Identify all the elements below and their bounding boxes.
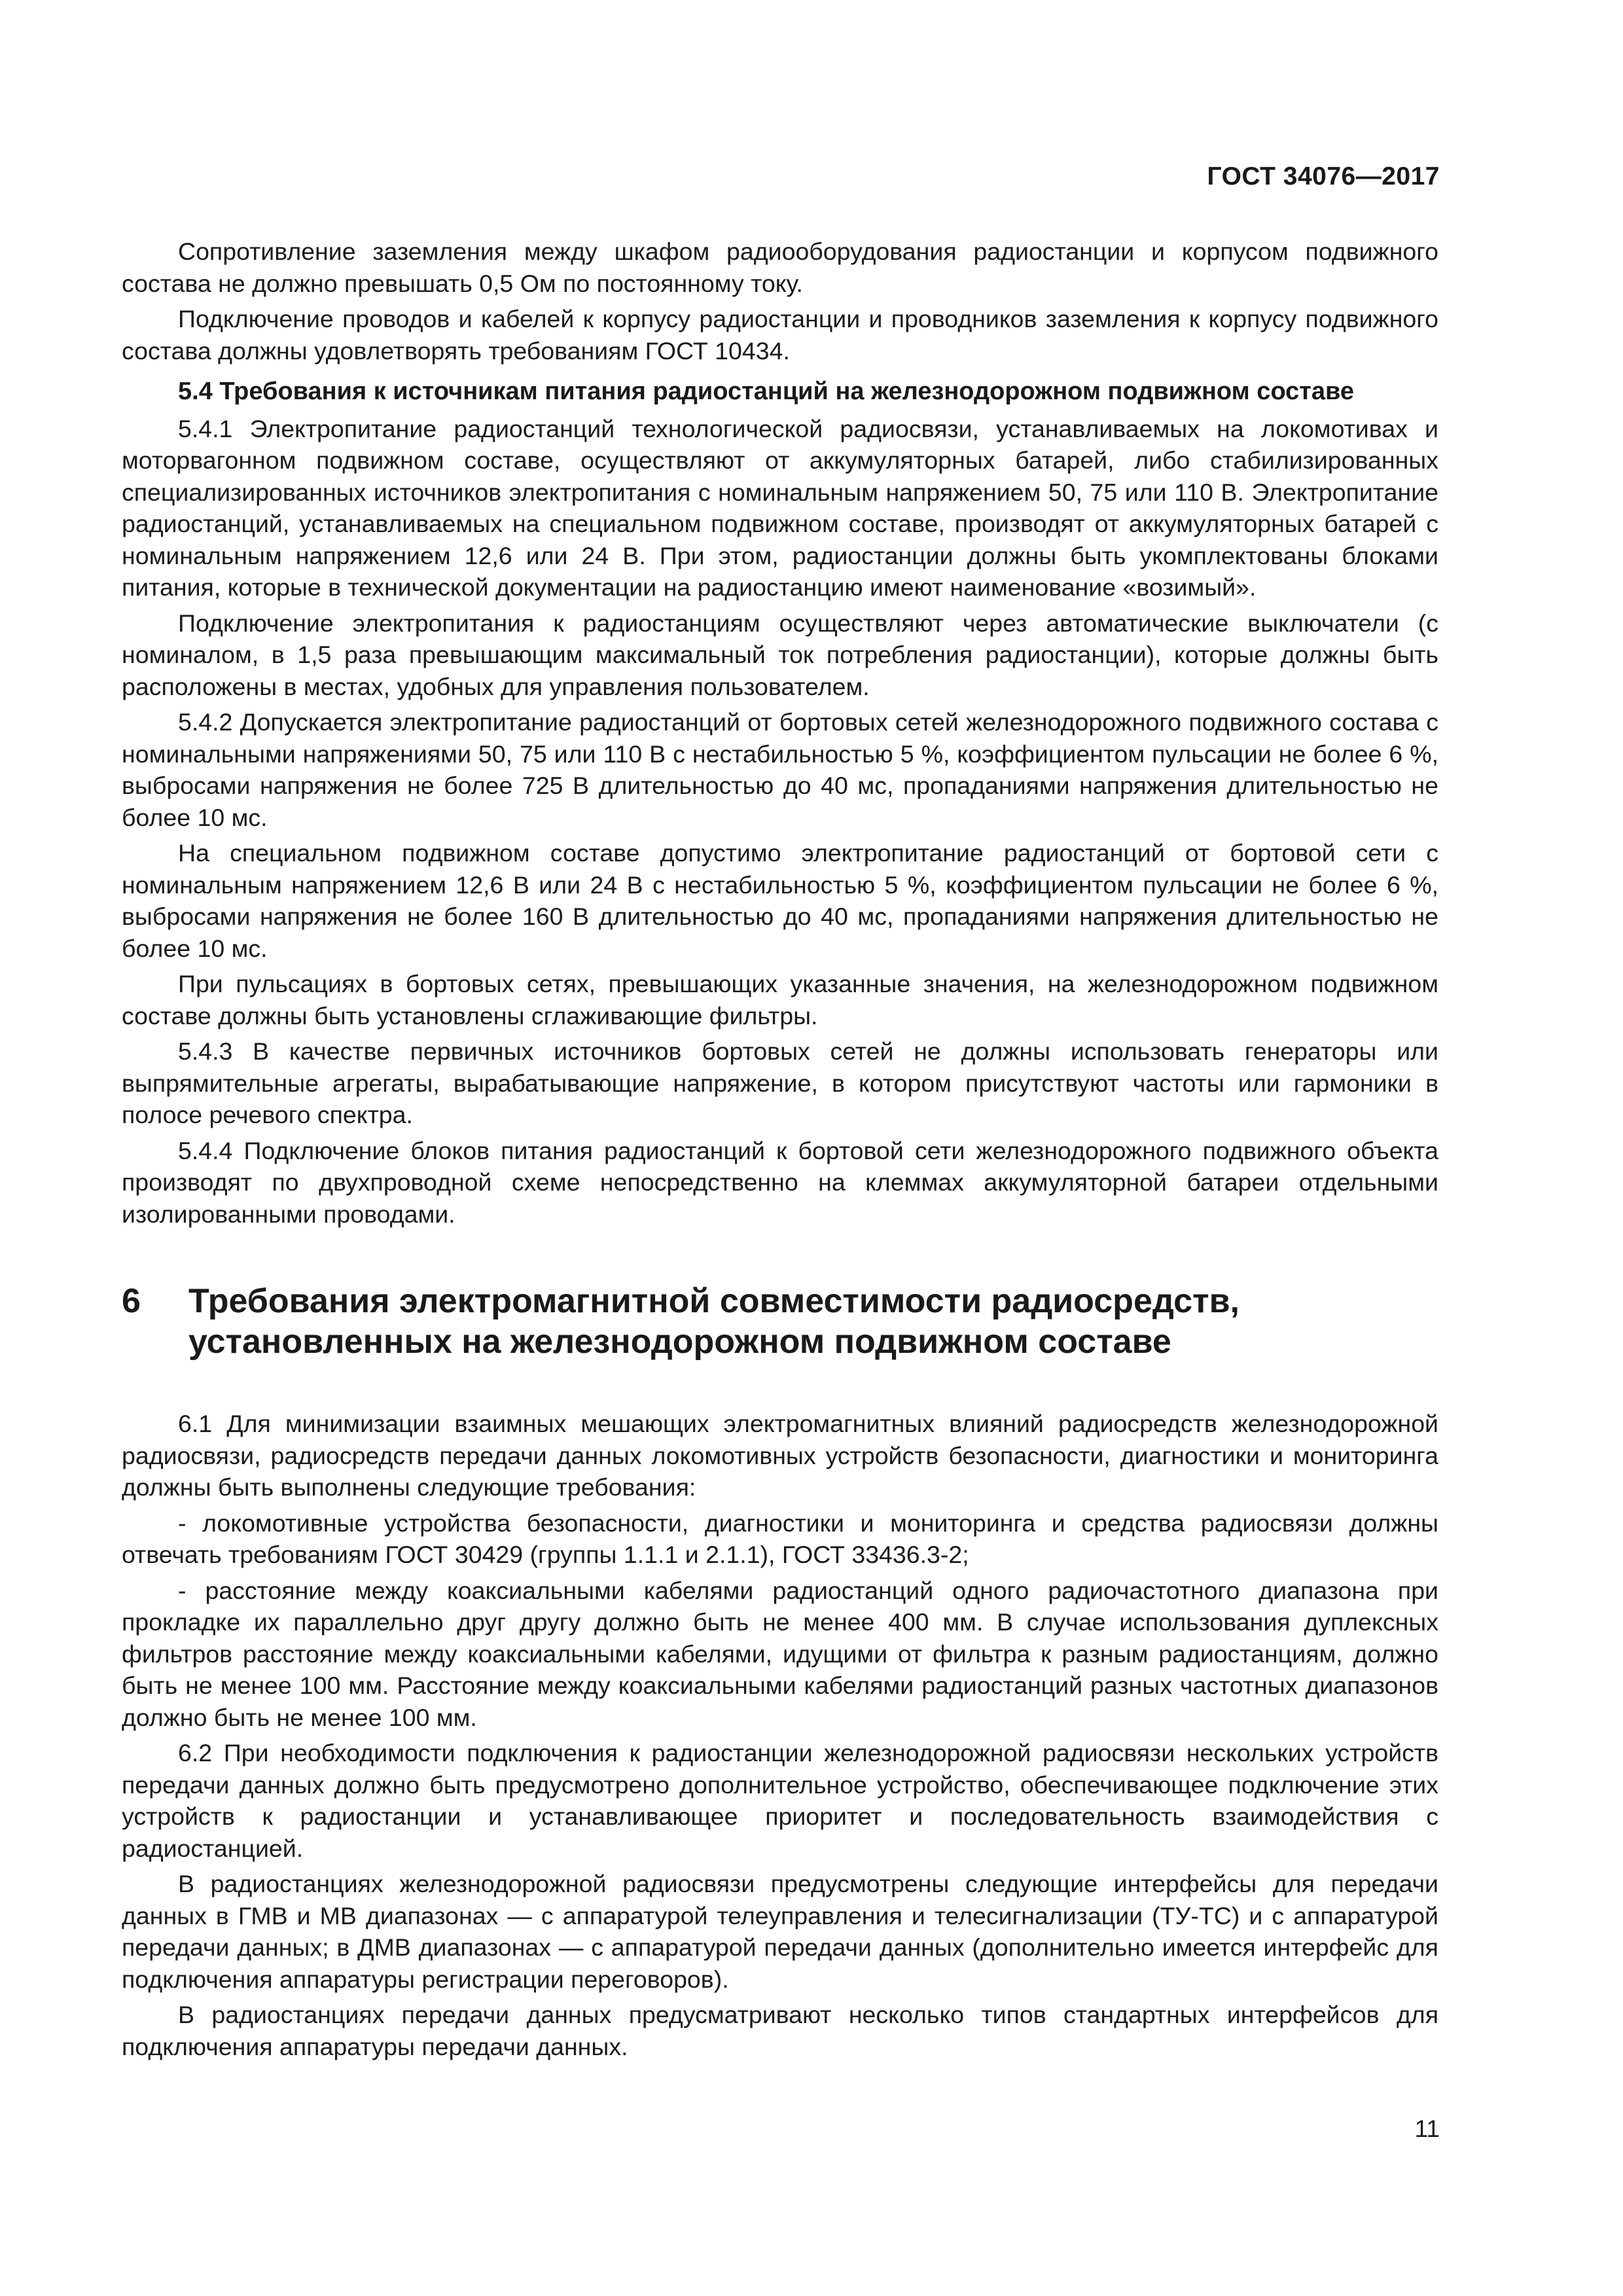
section-heading-6 <box>122 1281 1438 1362</box>
section-number: 6 <box>122 1282 141 1320</box>
paragraph-5-4-1: 5.4.1 Электропитание радиостанций технологической радиосвязи, устанавливаемых на локомотивах и моторвагонном подвижном составе, осуществляют от аккумуляторных батарей, либо стабилизированных специализированных источников электропитания с номинальным напряжением 50, 75 или 110 В. Электропитание радиостанций, устанавливаемых на специальном подвижном составе, производят от аккумуляторных батарей с номинальным напряжением 12,6 или 24 В. При этом, радиостанции должны быть укомплектованы блоками питания, которые в технической документации на радиостанцию имеют наименование «возимый». <box>122 414 1438 601</box>
list-item-devices-requirements: - локомотивные устройства безопасности, диагностики и мониторинга и средства радиосвязи должны отвечать требованиям ГОСТ 30429 (группы 1.1.1 и 2.1.1), ГОСТ 33436.3-2; <box>122 1509 1438 1568</box>
paragraph-grounding-resistance: Сопротивление заземления между шкафом радиооборудования радиостанции и корпусом подвижного состава не должно превышать 0,5 Ом по постоянному току. <box>122 238 1438 297</box>
subsection-heading-5-4: 5.4 Требования к источникам питания радиостанций на железнодорожном подвижном составе <box>178 378 1355 405</box>
paragraph-5-4-2-filters: При пульсациях в бортовых сетях, превышающих указанные значения, на железнодорожном подвижном составе должны быть установлены сглаживающие фильтры. <box>122 970 1438 1030</box>
document-code-header: ГОСТ 34076—2017 <box>1207 162 1440 190</box>
page-content <box>122 236 1438 2066</box>
section-title: Требования электромагнитной совместимости радиосредств, установленных на железнодорожном подвижном составе <box>188 1282 1240 1361</box>
paragraph-5-4-2: 5.4.2 Допускается электропитание радиостанций от бортовых сетей железнодорожного подвижного состава с номинальными напряжениями 50, 75 или 110 В с нестабильностью 5 %, коэффициентом пульсации не более 6 %, выбросами напряжения не более 725 В длительностью до 40 мс, пропаданиями напряжения длительностью не более 10 мс. <box>122 708 1438 831</box>
paragraph-6-2-interfaces: В радиостанциях железнодорожной радиосвязи предусмотрены следующие интерфейсы для передачи данных в ГМВ и МВ диапазонах — с аппаратурой телеуправления и телесигнализации (ТУ-ТС) и с аппаратурой передачи данных; в ДМВ диапазонах — с аппаратурой передачи данных (дополнительно имеется интерфейс для подключения аппаратуры регистрации переговоров). <box>122 1870 1438 1993</box>
page-number: 11 <box>1414 2115 1440 2142</box>
list-item-cable-distance: - расстояние между коаксиальными кабелями радиостанций одного радиочастотного диапазона при прокладке их параллельно друг другу должно быть не менее 400 мм. В случае использования дуплексных фильтров расстояние между коаксиальными кабелями, идущими от фильтра к разным радиостанциям, должно быть не менее 100 мм. Расстояние между коаксиальными кабелями радиостанций разных частотных диапазонов должно быть не менее 100 мм. <box>122 1576 1438 1731</box>
paragraph-6-1: 6.1 Для минимизации взаимных мешающих электромагнитных влияний радиосредств железнодорожной радиосвязи, радиосредств передачи данных локомотивных устройств безопасности, диагностики и мониторинга должны быть выполнены следующие требования: <box>122 1410 1438 1501</box>
paragraph-6-2: 6.2 При необходимости подключения к радиостанции железнодорожной радиосвязи нескольких устройств передачи данных должно быть предусмотрено дополнительное устройство, обеспечивающее подключение этих устройств к радиостанции и устанавливающее приоритет и последовательность взаимодействия с радиостанцией. <box>122 1739 1438 1862</box>
paragraph-5-4-3: 5.4.3 В качестве первичных источников бортовых сетей не должны использовать генераторы или выпрямительные агрегаты, вырабатывающие напряжение, в котором присутствуют частоты или гармоники в полосе речевого спектра. <box>122 1037 1438 1128</box>
paragraph-5-4-4: 5.4.4 Подключение блоков питания радиостанций к бортовой сети железнодорожного подвижного объекта производят по двухпроводной схеме непосредственно на клеммах аккумуляторной батареи отдельными изолированными проводами. <box>122 1136 1438 1228</box>
paragraph-5-4-1-breakers: Подключение электропитания к радиостанциям осуществляют через автоматические выключатели (с номиналом, в 1,5 раза превышающим максимальный ток потребления радиостанции), которые должны быть расположены в местах, удобных для управления пользователем. <box>122 609 1438 700</box>
paragraph-6-2-data-radios: В радиостанциях передачи данных предусматривают несколько типов стандартных интерфейсов для подключения аппаратуры передачи данных. <box>122 2001 1438 2060</box>
paragraph-cable-connection: Подключение проводов и кабелей к корпусу радиостанции и проводников заземления к корпусу подвижного состава должны удовлетворять требованиям ГОСТ 10434. <box>122 305 1438 365</box>
paragraph-5-4-2-special-stock: На специальном подвижном составе допустимо электропитание радиостанций от бортовой сети с номинальным напряжением 12,6 В или 24 В с нестабильностью 5 %, коэффициентом пульсации не более 6 %, выбросами напряжения не более 160 В длительностью до 40 мс, пропаданиями напряжения длительностью не более 10 мс. <box>122 839 1438 962</box>
